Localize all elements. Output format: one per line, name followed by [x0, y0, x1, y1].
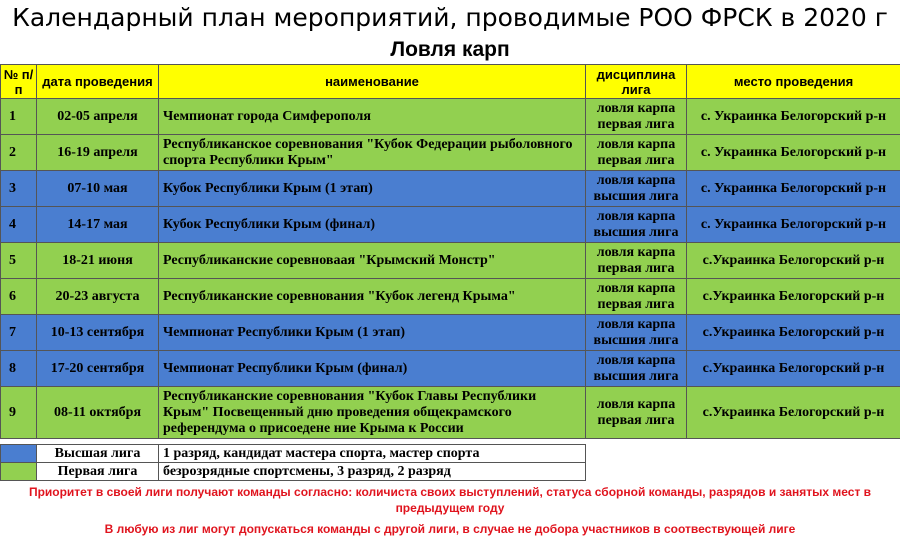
cell-name: Республиканские соревнования "Кубок легенд Крыма" — [159, 279, 586, 315]
cell-place: с. Украинка Белогорский р-н — [687, 171, 900, 207]
cell-discipline: ловля карпа высшия лига — [586, 351, 687, 387]
table-row — [1, 351, 900, 387]
cell-name: Республиканские соревновaая "Крымский Монстр" — [159, 243, 586, 279]
league-legend — [0, 444, 586, 481]
cell-name: Кубок Республики Крым (1 этап) — [159, 171, 586, 207]
cell-discipline: ловля карпа первая лига — [586, 135, 687, 171]
cell-name: Чемпионат Республики Крым (финал) — [159, 351, 586, 387]
cell-place: с. Украинка Белогорский р-н — [687, 99, 900, 135]
priority-note: Приоритет в своей лиги получают команды согласно: количиста своих выступлений, статуса сборной команды, разрядов и занятых мест в предыдущем году — [0, 482, 900, 518]
cell-place: с. Украинка Белогорский р-н — [687, 207, 900, 243]
cell-num: 6 — [1, 279, 37, 315]
cell-num: 8 — [1, 351, 37, 387]
cell-num: 1 — [1, 99, 37, 135]
table-row — [1, 171, 900, 207]
cell-date: 07-10 мая — [37, 171, 159, 207]
legend-row — [1, 445, 586, 463]
cell-date: 10-13 сентября — [37, 315, 159, 351]
legend-league-name: Высшая лига — [37, 445, 159, 463]
column-header-place: место проведения — [687, 65, 900, 99]
column-header-discipline: дисциплина лига — [586, 65, 687, 99]
cell-name: Кубок Республики Крым (финал) — [159, 207, 586, 243]
cell-name: Республиканские соревнования "Кубок Главы Республики Крым" Посвещенный дню проведения общекрамского референдума о присоедене ние Крыма к России — [159, 387, 586, 439]
table-row — [1, 99, 900, 135]
cell-name: Республиканское соревнования "Кубок Федерации рыболовного спорта Республики Крым" — [159, 135, 586, 171]
column-header-name: наименование — [159, 65, 586, 99]
cell-date: 14-17 мая — [37, 207, 159, 243]
cell-place: с. Украинка Белогорский р-н — [687, 135, 900, 171]
cell-num: 9 — [1, 387, 37, 439]
table-header-row — [1, 65, 900, 99]
cell-discipline: ловля карпа первая лига — [586, 243, 687, 279]
cell-place: с.Украинка Белогорский р-н — [687, 351, 900, 387]
legend-league-name: Первая лига — [37, 463, 159, 481]
table-row — [1, 207, 900, 243]
table-row — [1, 135, 900, 171]
cell-discipline: ловля карпа первая лига — [586, 279, 687, 315]
column-header-date: дата проведения — [37, 65, 159, 99]
cell-date: 18-21 июня — [37, 243, 159, 279]
legend-league-description: безрозрядные спортсмены, 3 разряд, 2 разряд — [159, 463, 586, 481]
cell-name: Чемпионат Республики Крым (1 этап) — [159, 315, 586, 351]
legend-row — [1, 463, 586, 481]
legend-league-description: 1 разряд, кандидат мастера спорта, мастер спорта — [159, 445, 586, 463]
cell-num: 3 — [1, 171, 37, 207]
events-table — [0, 64, 900, 439]
cell-place: с.Украинка Белогорский р-н — [687, 279, 900, 315]
table-row — [1, 387, 900, 439]
cell-date: 16-19 апреля — [37, 135, 159, 171]
cell-place: с.Украинка Белогорский р-н — [687, 315, 900, 351]
cell-discipline: ловля карпа высшия лига — [586, 315, 687, 351]
table-row — [1, 279, 900, 315]
page-subtitle: Ловля карп — [390, 38, 510, 61]
cell-place: с.Украинка Белогорский р-н — [687, 387, 900, 439]
cell-discipline: ловля карпа высшия лига — [586, 207, 687, 243]
table-row — [1, 243, 900, 279]
cell-num: 4 — [1, 207, 37, 243]
page-title: Календарный план мероприятий, проводимые РОО ФРСК в 2020 г — [12, 3, 888, 32]
admission-note: В любую из лиг могут допускаться команды с другой лиги, в случае не добора участников в соотвествующей лиге — [104, 522, 796, 536]
cell-discipline: ловля карпа высшия лига — [586, 171, 687, 207]
cell-date: 08-11 октября — [37, 387, 159, 439]
cell-num: 5 — [1, 243, 37, 279]
cell-date: 20-23 августа — [37, 279, 159, 315]
cell-date: 17-20 сентября — [37, 351, 159, 387]
table-row — [1, 315, 900, 351]
cell-date: 02-05 апреля — [37, 99, 159, 135]
cell-discipline: ловля карпа первая лига — [586, 99, 687, 135]
cell-name: Чемпионат города Симферополя — [159, 99, 586, 135]
legend-swatch — [1, 463, 37, 481]
column-header-num: № п/п — [1, 65, 37, 99]
cell-num: 2 — [1, 135, 37, 171]
cell-num: 7 — [1, 315, 37, 351]
cell-place: с.Украинка Белогорский р-н — [687, 243, 900, 279]
cell-discipline: ловля карпа первая лига — [586, 387, 687, 439]
legend-swatch — [1, 445, 37, 463]
